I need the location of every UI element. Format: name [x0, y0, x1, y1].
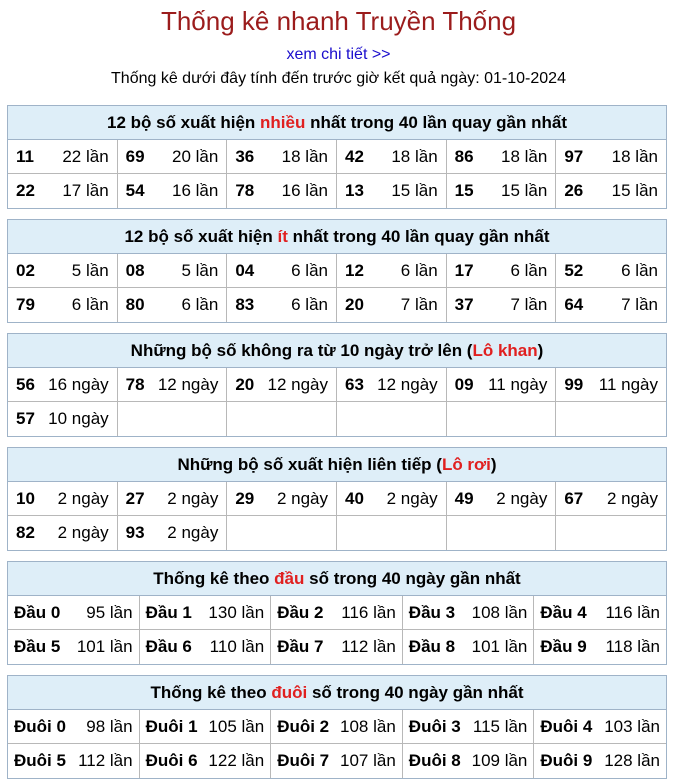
panel-title — [8, 448, 666, 482]
stat-number: 63 — [344, 375, 364, 394]
stat-number: 78 — [125, 375, 145, 394]
stat-cell — [403, 596, 535, 630]
stat-cell — [556, 482, 666, 516]
stat-count: 18 lần — [391, 147, 438, 166]
stat-number: Đuôi 5 — [14, 751, 66, 770]
stat-cell — [227, 402, 337, 436]
stat-number: 12 — [344, 261, 364, 280]
stat-count: 116 lần — [605, 603, 660, 622]
stat-count: 12 ngày — [267, 375, 328, 394]
stat-count: 2 ngày — [276, 489, 328, 508]
stat-number: 52 — [564, 261, 584, 280]
lo-roi-panel — [7, 447, 667, 551]
stat-number: Đuôi 1 — [145, 717, 198, 736]
stat-cell — [403, 630, 535, 664]
stat-number: Đầu 9 — [540, 637, 587, 656]
stat-number: 29 — [235, 489, 255, 508]
stat-cell — [447, 482, 557, 516]
panel-title-text: số trong 40 ngày gần nhất — [307, 683, 524, 702]
stat-cell — [534, 744, 666, 778]
stat-number: 56 — [16, 375, 35, 394]
stat-number: Đầu 6 — [145, 637, 192, 656]
stat-number: 97 — [564, 147, 584, 166]
stat-count: 5 lần — [181, 261, 219, 280]
stat-number: Đuôi 4 — [540, 717, 593, 736]
stat-count: 15 lần — [501, 181, 548, 200]
stat-count: 2 ngày — [606, 489, 658, 508]
stat-count: 108 lần — [340, 717, 396, 736]
stat-number: 42 — [344, 147, 364, 166]
stat-count: 6 lần — [400, 261, 438, 280]
stat-cell — [118, 174, 228, 208]
stat-cell — [556, 174, 666, 208]
stat-number: 99 — [564, 375, 584, 394]
stat-cell — [447, 368, 557, 402]
stat-number: 13 — [344, 181, 364, 200]
stat-number: Đầu 2 — [277, 603, 324, 622]
stat-count: 22 lần — [62, 147, 109, 166]
stat-cell — [118, 254, 228, 288]
panel-title-highlight: đầu — [274, 569, 305, 588]
stat-cell — [271, 744, 403, 778]
panel-title-text: Thống kê theo — [150, 683, 272, 702]
panel-title-text: 12 bộ số xuất hiện — [124, 227, 278, 246]
stat-cell — [118, 402, 228, 436]
stat-cell — [271, 630, 403, 664]
stat-number: 26 — [564, 181, 584, 200]
stat-cell — [140, 744, 272, 778]
stat-cell — [227, 254, 337, 288]
most-frequent-panel — [7, 105, 667, 209]
stat-cell — [8, 402, 118, 436]
stat-count: 20 lần — [172, 147, 219, 166]
panel-title-text: 12 bộ số xuất hiện — [106, 113, 261, 132]
stat-number: Đuôi 3 — [408, 717, 461, 736]
stat-count: 95 lần — [86, 603, 133, 622]
stat-count: 6 lần — [181, 295, 219, 314]
stat-number: 64 — [564, 295, 584, 314]
stat-cell — [8, 368, 118, 402]
stat-cell — [271, 710, 403, 744]
panel-title-text: Những bộ số không ra từ 10 ngày trở lên ( — [130, 341, 473, 360]
stat-cell — [556, 402, 666, 436]
stat-cell — [447, 254, 557, 288]
stat-count: 6 lần — [510, 261, 548, 280]
stat-number: 09 — [454, 375, 474, 394]
stat-number: 02 — [16, 261, 35, 280]
stat-number: Đuôi 9 — [540, 751, 593, 770]
stat-cell — [8, 140, 118, 174]
panel-title-text: nhất trong 40 lần quay gần nhất — [287, 227, 550, 246]
stat-number: Đuôi 0 — [14, 717, 66, 736]
details-link[interactable]: xem chi tiết >> — [286, 46, 391, 63]
stat-count: 101 lần — [471, 637, 528, 656]
stat-cell — [534, 710, 666, 744]
panel-title-text: số trong 40 ngày gần nhất — [304, 569, 521, 588]
stat-number: 57 — [16, 409, 35, 428]
stat-cell — [140, 596, 272, 630]
stat-count: 115 lần — [472, 717, 528, 736]
stat-number: 49 — [454, 489, 474, 508]
stat-count: 6 lần — [291, 295, 328, 314]
stat-number: 27 — [125, 489, 145, 508]
stat-count: 16 ngày — [48, 375, 109, 394]
stat-cell — [556, 288, 666, 322]
stat-number: 04 — [235, 261, 255, 280]
stat-count: 11 ngày — [598, 375, 658, 394]
stat-number: 20 — [235, 375, 255, 394]
stat-count: 2 ngày — [167, 523, 219, 542]
stat-cell — [556, 140, 666, 174]
stat-cell — [8, 630, 140, 664]
stat-cell — [447, 140, 557, 174]
stat-count: 11 ngày — [488, 375, 548, 394]
stat-count: 6 lần — [71, 295, 109, 314]
stat-count: 15 lần — [611, 181, 658, 200]
stat-number: 93 — [125, 523, 145, 542]
stat-count: 2 ngày — [167, 489, 219, 508]
stat-number: 36 — [235, 147, 255, 166]
least-frequent-panel — [7, 219, 667, 323]
stat-count: 12 ngày — [157, 375, 219, 394]
stat-cell — [8, 710, 140, 744]
stat-count: 6 lần — [621, 261, 658, 280]
page-subtitle: Thống kê dưới đây tính đến trước giờ kết quả ngày: 01-10-2024 — [111, 70, 566, 87]
stat-count: 17 lần — [62, 181, 109, 200]
panel-title-text: ) — [490, 455, 497, 474]
stat-cell — [534, 630, 666, 664]
panel-title — [8, 334, 666, 368]
stat-count: 101 lần — [76, 637, 133, 656]
stat-cell — [8, 288, 118, 322]
stat-count: 109 lần — [471, 751, 528, 770]
stat-count: 122 lần — [208, 751, 265, 770]
panel-title — [8, 220, 666, 254]
stat-cell — [403, 744, 535, 778]
stat-cell — [271, 596, 403, 630]
stat-number: 80 — [125, 295, 145, 314]
stat-number: 37 — [454, 295, 474, 314]
stat-number: Đuôi 2 — [277, 717, 330, 736]
stat-count: 7 lần — [400, 295, 438, 314]
stat-cell — [8, 516, 118, 550]
stat-count: 5 lần — [71, 261, 109, 280]
stat-cell — [534, 596, 666, 630]
panel-title-text: nhất trong 40 lần quay gần nhất — [305, 113, 568, 132]
stat-cell — [227, 516, 337, 550]
stat-count: 103 lần — [604, 717, 660, 736]
panel-title-highlight: nhiều — [260, 113, 306, 132]
stat-cell — [337, 516, 447, 550]
stat-cell — [447, 402, 557, 436]
stat-number: 11 — [16, 147, 34, 166]
stat-count: 110 lần — [209, 637, 265, 656]
stat-cell — [227, 174, 337, 208]
stat-cell — [556, 516, 666, 550]
stat-number: Đầu 8 — [408, 637, 456, 656]
stat-cell — [227, 368, 337, 402]
stat-cell — [447, 174, 557, 208]
stat-cell — [227, 288, 337, 322]
stat-count: 7 lần — [621, 295, 658, 314]
stat-cell — [8, 482, 118, 516]
stat-cell — [337, 254, 447, 288]
stat-number: Đuôi 8 — [408, 751, 461, 770]
stat-count: 12 ngày — [377, 375, 438, 394]
stat-cell — [337, 368, 447, 402]
stat-cell — [8, 596, 140, 630]
stat-number: 17 — [454, 261, 474, 280]
stat-cell — [556, 254, 666, 288]
stat-count: 98 lần — [86, 717, 133, 736]
stat-count: 18 lần — [611, 147, 658, 166]
stat-number: 86 — [454, 147, 474, 166]
tail-digit-panel — [7, 675, 667, 779]
stat-cell — [447, 288, 557, 322]
stat-cell — [8, 744, 140, 778]
stat-number: 67 — [564, 489, 584, 508]
stat-count: 2 ngày — [57, 523, 109, 542]
panel-title-text: Thống kê theo — [153, 569, 275, 588]
stat-cell — [556, 368, 666, 402]
stat-count: 18 lần — [281, 147, 328, 166]
stat-count: 6 lần — [291, 261, 328, 280]
panel-title — [8, 106, 666, 140]
stat-number: Đầu 1 — [145, 603, 192, 622]
stat-number: 82 — [16, 523, 35, 542]
page-title: Thống kê nhanh Truyền Thống — [160, 6, 517, 36]
stat-number: 08 — [125, 261, 145, 280]
stat-cell — [337, 288, 447, 322]
stat-count: 128 lần — [604, 751, 660, 770]
stat-count: 15 lần — [391, 181, 438, 200]
stat-cell — [8, 254, 118, 288]
stat-count: 116 lần — [341, 603, 396, 622]
stat-cell — [118, 482, 228, 516]
stat-count: 105 lần — [208, 717, 265, 736]
stat-count: 112 lần — [341, 637, 396, 656]
stat-cell — [118, 516, 228, 550]
stat-cell — [140, 710, 272, 744]
stat-count: 2 ngày — [496, 489, 548, 508]
stat-cell — [337, 482, 447, 516]
stat-number: Đầu 4 — [540, 603, 587, 622]
stat-number: 54 — [125, 181, 145, 200]
stat-number: 40 — [344, 489, 364, 508]
stat-number: 83 — [235, 295, 255, 314]
panel-title-highlight: đuôi — [271, 683, 308, 702]
stat-cell — [118, 140, 228, 174]
stat-count: 16 lần — [172, 181, 219, 200]
stat-number: 10 — [16, 489, 35, 508]
panel-title-text: Những bộ số xuất hiện liên tiếp ( — [177, 455, 442, 474]
stat-number: Đầu 3 — [408, 603, 456, 622]
panel-title-highlight: ít — [277, 227, 288, 246]
stat-cell — [227, 140, 337, 174]
stat-count: 108 lần — [471, 603, 528, 622]
panel-title-text: ) — [537, 341, 544, 360]
stat-cell — [8, 174, 118, 208]
stat-count: 112 lần — [78, 751, 133, 770]
head-digit-panel — [7, 561, 667, 665]
stat-count: 2 ngày — [386, 489, 438, 508]
stat-number: 20 — [344, 295, 364, 314]
stat-number: Đầu 7 — [277, 637, 324, 656]
stat-count: 2 ngày — [57, 489, 109, 508]
stat-cell — [403, 710, 535, 744]
stat-number: Đuôi 7 — [277, 751, 330, 770]
stat-count: 18 lần — [501, 147, 548, 166]
panel-title — [8, 676, 666, 710]
stat-count: 7 lần — [510, 295, 548, 314]
stat-number: Đầu 5 — [14, 637, 61, 656]
stat-cell — [140, 630, 272, 664]
stat-number: 15 — [454, 181, 474, 200]
stat-cell — [337, 140, 447, 174]
stat-cell — [227, 482, 337, 516]
stat-cell — [337, 402, 447, 436]
stat-number: Đuôi 6 — [145, 751, 198, 770]
stat-count: 118 lần — [605, 637, 660, 656]
stat-number: 22 — [16, 181, 35, 200]
stat-count: 10 ngày — [48, 409, 109, 428]
stat-count: 16 lần — [281, 181, 328, 200]
panel-title-highlight: Lô rơi — [441, 455, 491, 474]
stat-cell — [118, 368, 228, 402]
stat-number: 79 — [16, 295, 35, 314]
panel-title — [8, 562, 666, 596]
stat-cell — [118, 288, 228, 322]
stat-count: 107 lần — [340, 751, 396, 770]
panel-title-highlight: Lô khan — [472, 341, 538, 360]
lo-khan-panel — [7, 333, 667, 437]
stat-number: 69 — [125, 147, 145, 166]
stat-number: Đầu 0 — [14, 603, 61, 622]
stat-cell — [337, 174, 447, 208]
stat-number: 78 — [235, 181, 255, 200]
stat-cell — [447, 516, 557, 550]
stat-count: 130 lần — [208, 603, 265, 622]
